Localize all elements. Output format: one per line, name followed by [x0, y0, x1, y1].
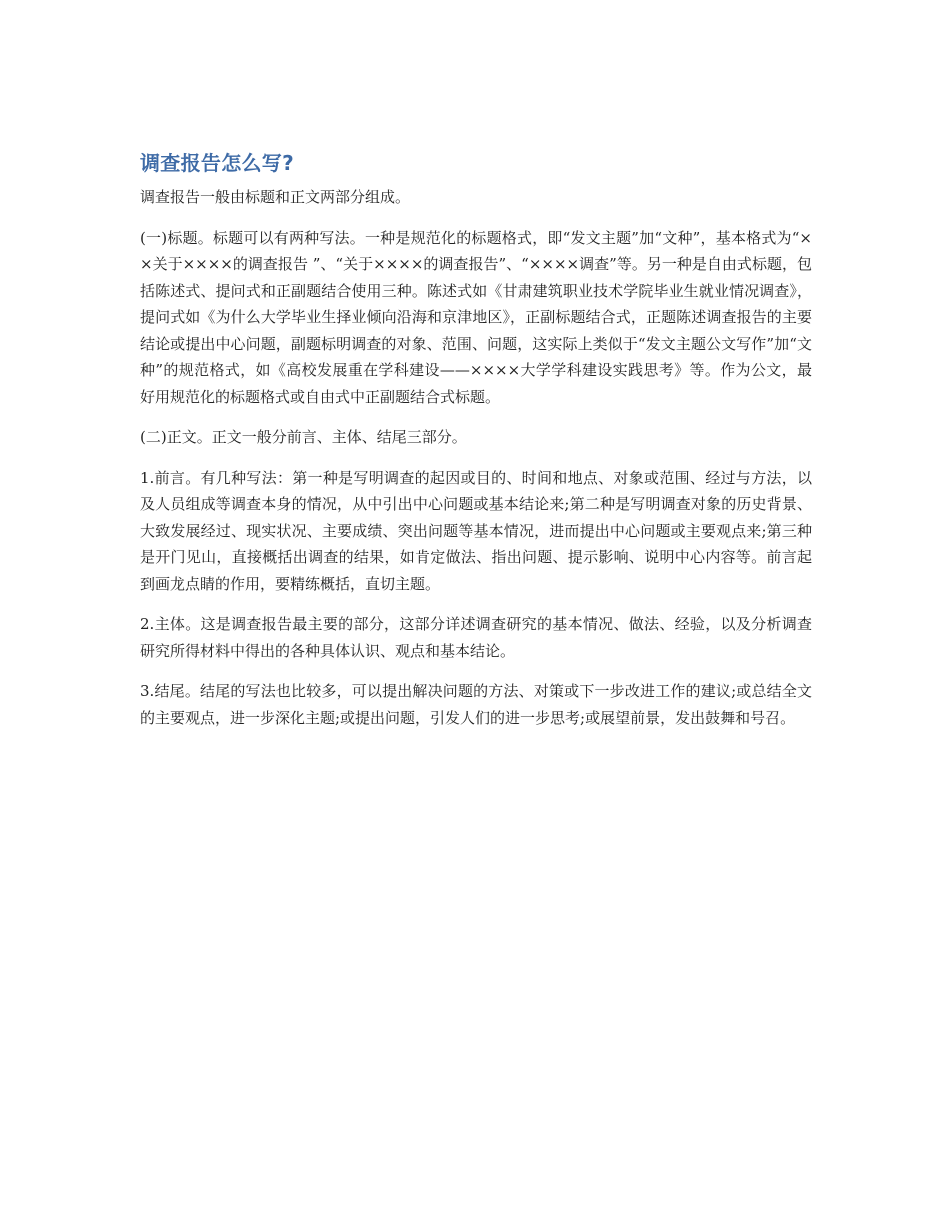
document-page [140, 148, 812, 745]
section-body-paragraph: (二)正文。正文一般分前言、主体、结尾三部分。 [140, 428, 467, 446]
preface-paragraph: 1.前言。有几种写法：第一种是写明调查的起因或目的、时间和地点、对象或范围、经过与方法，以及人员组成等调查本身的情况，从中引出中心问题或基本结论来;第二种是写明调查对象的历史背景、大致发展经过、现实状况、主要成绩、突出问题等基本情况，进而提出中心问题或主要观点来;第三种是开门见山，直接概括出调查的结果，如肯定做法、指出问题、提示影响、说明中心内容等。前言起到画龙点睛的作用，要精练概括，直切主题。 [140, 468, 812, 593]
intro-paragraph: 调查报告一般由标题和正文两部分组成。 [140, 188, 411, 206]
document-title: 调查报告怎么写? [140, 151, 295, 175]
main-body-paragraph: 2.主体。这是调查报告最主要的部分，这部分详述调查研究的基本情况、做法、经验，以及分析调查研究所得材料中得出的各种具体认识、观点和基本结论。 [140, 615, 812, 660]
section-title-paragraph: (一)标题。标题可以有两种写法。一种是规范化的标题格式，即“发文主题”加“文种”，基本格式为“××关于××××的调查报告 ”、“关于××××的调查报告”、“××××调查”等。另一种是自由式标题，包括陈述式、提问式和正副题结合使用三种。陈述式如《甘肃建筑职业技术学院毕业生就业情况调查》，提问式如《为什么大学毕业生择业倾向沿海和京津地区》，正副标题结合式，正题陈述调查报告的主要结论或提出中心问题，副题标明调查的对象、范围、问题，这实际上类似于“发文主题公文写作”加“文种”的规范格式，如《高校发展重在学科建设——××××大学学科建设实践思考》等。作为公文，最好用规范化的标题格式或自由式中正副题结合式标题。 [140, 228, 812, 406]
ending-paragraph: 3.结尾。结尾的写法也比较多，可以提出解决问题的方法、对策或下一步改进工作的建议;或总结全文的主要观点，进一步深化主题;或提出问题，引发人们的进一步思考;或展望前景，发出鼓舞和号召。 [140, 682, 812, 727]
